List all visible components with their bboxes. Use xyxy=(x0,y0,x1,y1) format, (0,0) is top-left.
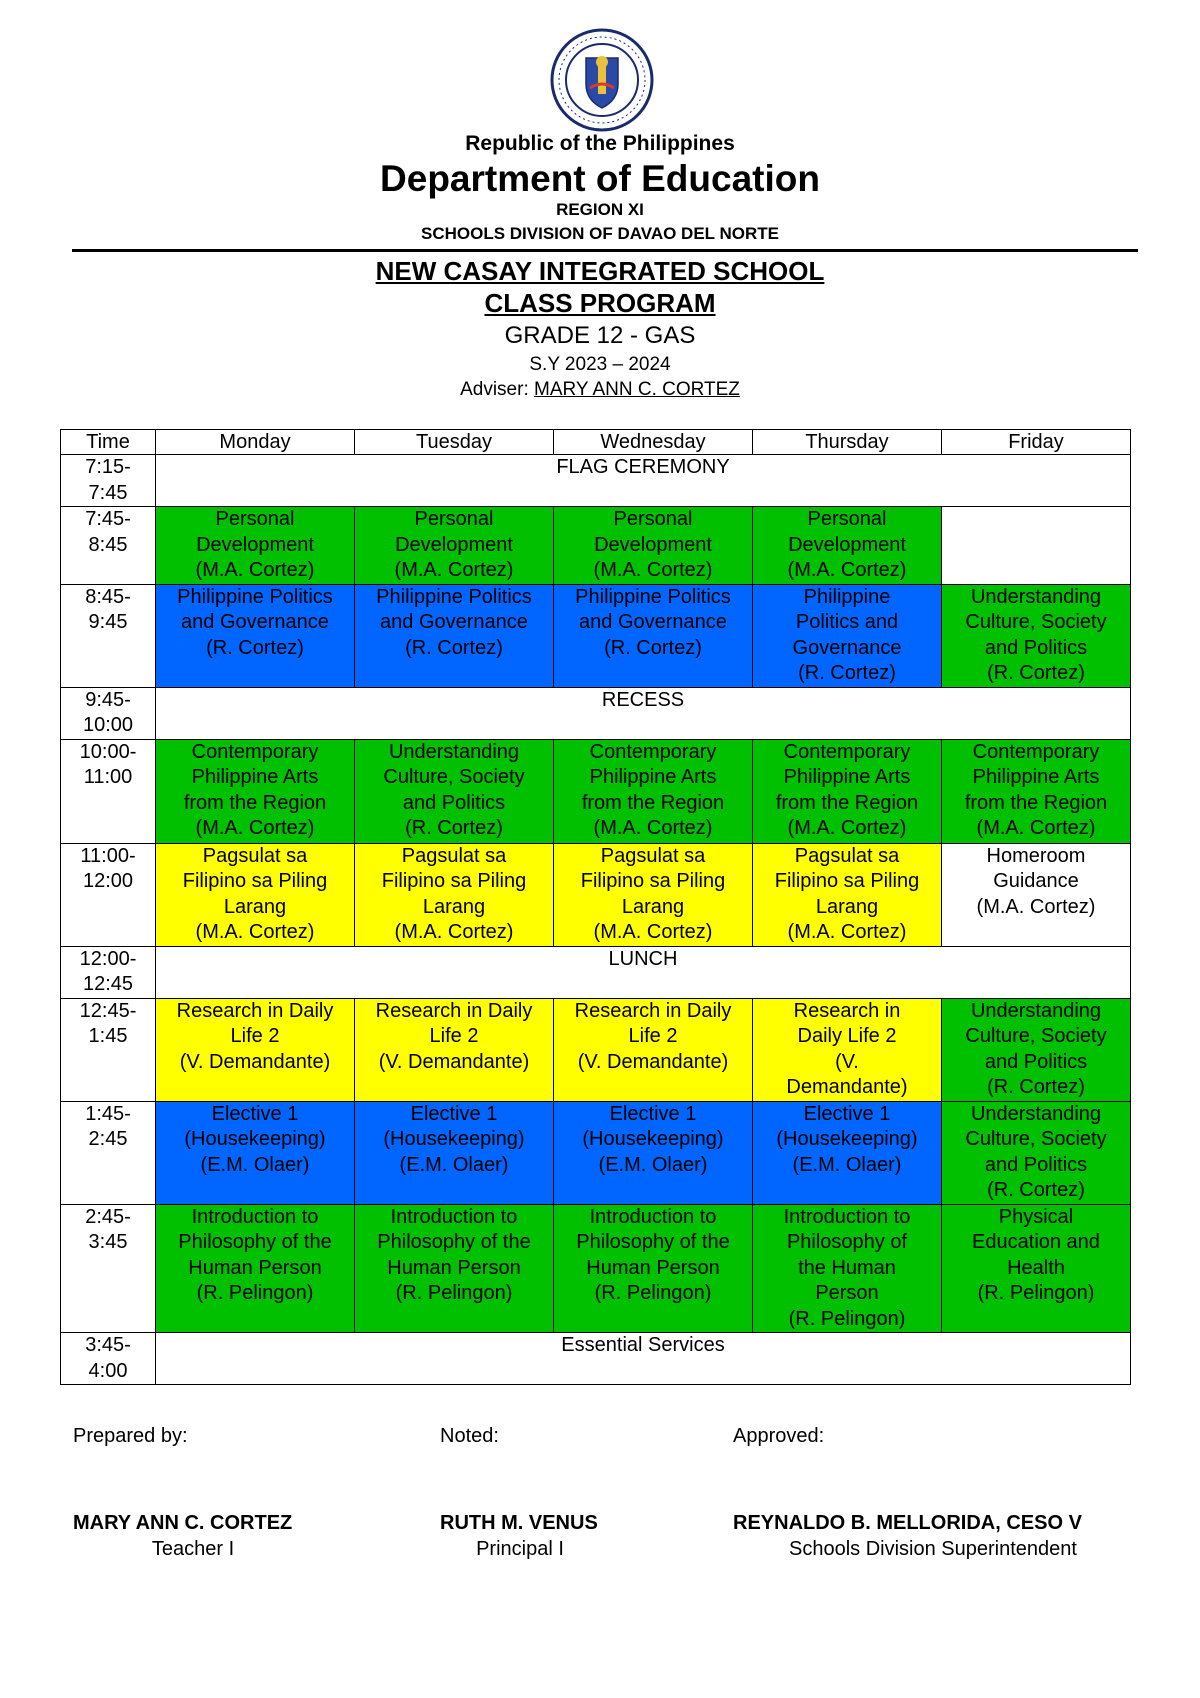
subject-line: Contemporary xyxy=(589,740,717,763)
prepared-name: MARY ANN C. CORTEZ xyxy=(73,1512,293,1534)
subject-line: and Governance xyxy=(579,611,727,633)
subject-line: (E.M. Olaer) xyxy=(399,1153,509,1176)
subject-line: Personal xyxy=(807,508,887,530)
subject-line: Research in xyxy=(793,999,901,1022)
time-line: 9:45- xyxy=(85,688,131,711)
subject-line: (R. Pelingon) xyxy=(196,1282,314,1304)
time-line: 7:45- xyxy=(85,508,131,530)
grade-section: GRADE 12 - GAS xyxy=(504,322,696,349)
subject-line: Larang xyxy=(223,895,287,918)
subject-cell-monday xyxy=(156,584,355,687)
subject-line: and Politics xyxy=(984,636,1088,659)
subject-cell-friday xyxy=(942,1101,1131,1204)
subject-line: Human Person xyxy=(188,1256,322,1279)
time-cell xyxy=(61,843,156,946)
subject-line: Philosophy of the xyxy=(576,1231,730,1253)
time-cell xyxy=(61,507,156,585)
subject-line: Research in Daily xyxy=(375,999,533,1022)
subject-line: Human Person xyxy=(586,1256,720,1279)
subject-cell-tuesday xyxy=(355,843,554,946)
prepared-label: Prepared by: xyxy=(73,1425,188,1447)
subject-line: Daily Life 2 xyxy=(797,1025,897,1047)
col-header-time: Time xyxy=(61,430,156,455)
subject-line: (R. Pelingon) xyxy=(977,1282,1095,1304)
activity-span-cell: Essential Services xyxy=(156,1333,1131,1385)
subject-line: (V. xyxy=(835,1050,859,1073)
prepared-role: Teacher I xyxy=(151,1538,235,1560)
subject-line: Development xyxy=(196,533,314,556)
subject-line: Introduction to xyxy=(589,1205,717,1228)
republic-line: Republic of the Philippines xyxy=(465,132,735,155)
time-cell xyxy=(61,1204,156,1333)
noted-label: Noted: xyxy=(440,1425,499,1447)
time-cell xyxy=(61,584,156,687)
subject-cell-wednesday xyxy=(554,1101,753,1204)
table-row xyxy=(61,455,1131,507)
time-cell xyxy=(61,739,156,843)
subject-line: Philippine xyxy=(803,585,891,608)
time-line: 8:45 xyxy=(88,533,128,556)
subject-cell-thursday xyxy=(753,507,942,585)
subject-line: Personal xyxy=(613,508,693,530)
subject-cell-friday xyxy=(942,998,1131,1101)
subject-line: (R. Cortez) xyxy=(987,662,1085,684)
subject-cell-wednesday xyxy=(554,739,753,843)
subject-line: (Housekeeping) xyxy=(776,1128,918,1150)
table-row xyxy=(61,507,1131,585)
subject-line: Philippine Politics xyxy=(177,585,333,608)
subject-cell-tuesday xyxy=(355,1204,554,1333)
subject-cell-tuesday xyxy=(355,739,554,843)
subject-line: (R. Cortez) xyxy=(206,636,304,659)
table-row xyxy=(61,1333,1131,1385)
schedule-body xyxy=(61,455,1131,1385)
subject-cell-thursday xyxy=(753,1101,942,1204)
time-cell xyxy=(61,687,156,739)
subject-cell-thursday xyxy=(753,843,942,946)
subject-cell-friday xyxy=(942,843,1131,946)
time-cell xyxy=(61,998,156,1101)
subject-line: (M.A. Cortez) xyxy=(394,921,514,943)
col-header-monday: Monday xyxy=(156,430,355,455)
noted-name: RUTH M. VENUS xyxy=(440,1512,598,1534)
col-header-thursday: Thursday xyxy=(753,430,942,455)
time-line: 3:45- xyxy=(85,1334,131,1356)
subject-cell-friday xyxy=(942,584,1131,687)
subject-line: (V. Demandante) xyxy=(179,1050,331,1073)
subject-line: (M.A. Cortez) xyxy=(593,817,713,839)
subject-line: Contemporary xyxy=(783,740,911,763)
subject-line: Culture, Society xyxy=(965,1025,1107,1047)
division-line: SCHOOLS DIVISION OF DAVAO DEL NORTE xyxy=(421,224,779,243)
time-line: 9:45 xyxy=(88,611,128,633)
subject-line: (M.A. Cortez) xyxy=(976,895,1096,918)
subject-line: Culture, Society xyxy=(965,611,1107,633)
subject-cell-friday xyxy=(942,739,1131,843)
subject-line: Human Person xyxy=(387,1256,521,1279)
subject-line: Politics and xyxy=(795,611,899,633)
subject-cell-friday xyxy=(942,1204,1131,1333)
subject-line: (R. Pelingon) xyxy=(594,1282,712,1304)
subject-line: (R. Pelingon) xyxy=(788,1307,906,1330)
subject-line: Life 2 xyxy=(628,1025,678,1047)
subject-cell-thursday xyxy=(753,998,942,1101)
subject-line: from the Region xyxy=(183,791,327,814)
subject-cell-tuesday xyxy=(355,998,554,1101)
subject-line: and Governance xyxy=(181,611,329,633)
col-header-wednesday: Wednesday xyxy=(554,430,753,455)
program-title: CLASS PROGRAM xyxy=(484,288,716,318)
subject-line: (Housekeeping) xyxy=(383,1128,525,1150)
subject-line: Contemporary xyxy=(972,740,1100,763)
subject-line: (M.A. Cortez) xyxy=(976,817,1096,839)
class-schedule-table xyxy=(60,429,1131,1385)
subject-cell-tuesday xyxy=(355,584,554,687)
subject-cell-monday xyxy=(156,1204,355,1333)
subject-line: Introduction to xyxy=(191,1205,319,1228)
table-row xyxy=(61,843,1131,946)
time-line: 8:45- xyxy=(85,585,131,608)
subject-line: Health xyxy=(1007,1256,1065,1279)
subject-line: and Politics xyxy=(984,1153,1088,1176)
approved-name: REYNALDO B. MELLORIDA, CESO V xyxy=(733,1512,1082,1534)
table-row xyxy=(61,946,1131,998)
subject-cell-monday xyxy=(156,507,355,585)
time-line: 7:45 xyxy=(88,481,128,504)
subject-line: from the Region xyxy=(581,791,725,814)
subject-cell-wednesday xyxy=(554,507,753,585)
subject-line: Understanding xyxy=(970,585,1102,608)
time-cell xyxy=(61,1333,156,1385)
subject-line: Guidance xyxy=(993,870,1079,892)
subject-cell-tuesday xyxy=(355,1101,554,1204)
subject-line: Philippine Arts xyxy=(589,766,717,788)
subject-line: Understanding xyxy=(970,999,1102,1022)
subject-line: (M.A. Cortez) xyxy=(787,817,907,839)
activity-span-cell: FLAG CEREMONY xyxy=(156,455,1131,507)
subject-line: Pagsulat sa xyxy=(401,844,507,867)
subject-line: (M.A. Cortez) xyxy=(195,559,315,581)
subject-line: (R. Cortez) xyxy=(405,636,503,659)
subject-line: Elective 1 xyxy=(211,1102,299,1125)
subject-line: Larang xyxy=(815,895,879,918)
subject-cell-monday xyxy=(156,998,355,1101)
time-line: 11:00- xyxy=(80,844,136,867)
col-header-friday: Friday xyxy=(942,430,1131,455)
subject-line: Governance xyxy=(792,636,902,659)
subject-line: and Politics xyxy=(984,1050,1088,1073)
subject-line: Homeroom xyxy=(986,844,1086,867)
subject-cell-friday xyxy=(942,507,1131,585)
subject-line: Understanding xyxy=(970,1102,1102,1125)
subject-line: Pagsulat sa xyxy=(202,844,308,867)
region-line: REGION XI xyxy=(556,200,644,219)
subject-cell-wednesday xyxy=(554,843,753,946)
subject-line: Philippine Arts xyxy=(191,766,319,788)
header-divider xyxy=(72,249,1138,252)
col-header-tuesday: Tuesday xyxy=(355,430,554,455)
subject-line: Development xyxy=(594,533,712,556)
activity-span-cell: LUNCH xyxy=(156,946,1131,998)
time-line: 12:45 xyxy=(82,973,134,995)
subject-line: Research in Daily xyxy=(574,999,732,1022)
subject-line: (M.A. Cortez) xyxy=(593,921,713,943)
subject-line: (V. Demandante) xyxy=(378,1050,530,1073)
subject-line: Physical xyxy=(998,1205,1074,1228)
subject-cell-monday xyxy=(156,739,355,843)
subject-line: Contemporary xyxy=(191,740,319,763)
table-row xyxy=(61,998,1131,1101)
subject-line: Elective 1 xyxy=(410,1102,498,1125)
subject-line: Life 2 xyxy=(230,1025,280,1047)
time-cell xyxy=(61,1101,156,1204)
subject-line: (M.A. Cortez) xyxy=(593,559,713,581)
subject-line: (R. Cortez) xyxy=(604,636,702,659)
subject-line: Philosophy of the xyxy=(377,1231,531,1253)
subject-line: (M.A. Cortez) xyxy=(394,559,514,581)
department-title: Department of Education xyxy=(380,158,820,199)
time-line: 10:00- xyxy=(79,740,137,763)
subject-line: (R. Cortez) xyxy=(405,817,503,839)
subject-line: Research in Daily xyxy=(176,999,334,1022)
table-row xyxy=(61,1204,1131,1333)
subject-line: Development xyxy=(788,533,906,556)
subject-line: Introduction to xyxy=(783,1205,911,1228)
subject-cell-thursday xyxy=(753,584,942,687)
subject-line: Demandante) xyxy=(786,1076,908,1098)
subject-line: and Governance xyxy=(380,611,528,633)
subject-line: (R. Cortez) xyxy=(987,1076,1085,1098)
subject-line: Elective 1 xyxy=(803,1102,891,1125)
subject-line: Philippine Politics xyxy=(575,585,731,608)
subject-line: Personal xyxy=(215,508,295,530)
subject-line: Person xyxy=(815,1282,879,1304)
subject-line: (Housekeeping) xyxy=(184,1128,326,1150)
subject-line: from the Region xyxy=(775,791,919,814)
time-cell xyxy=(61,455,156,507)
time-cell xyxy=(61,946,156,998)
subject-line: Culture, Society xyxy=(965,1128,1107,1150)
subject-cell-wednesday xyxy=(554,1204,753,1333)
subject-line: Filipino sa Piling xyxy=(381,870,527,892)
subject-cell-thursday xyxy=(753,1204,942,1333)
subject-line: (M.A. Cortez) xyxy=(195,921,315,943)
subject-line: Philippine Arts xyxy=(783,766,911,788)
subject-line: Life 2 xyxy=(429,1025,479,1047)
activity-span-cell: RECESS xyxy=(156,687,1131,739)
time-line: 11:00 xyxy=(83,766,133,788)
subject-line: Pagsulat sa xyxy=(600,844,706,867)
noted-role: Principal I xyxy=(476,1538,564,1560)
subject-line: (M.A. Cortez) xyxy=(787,921,907,943)
subject-line: Pagsulat sa xyxy=(794,844,900,867)
subject-line: Philippine Politics xyxy=(376,585,532,608)
approved-label: Approved: xyxy=(733,1425,825,1447)
table-row xyxy=(61,1101,1131,1204)
time-line: 1:45- xyxy=(85,1102,131,1125)
subject-line: Philosophy of xyxy=(786,1231,908,1253)
subject-line: (M.A. Cortez) xyxy=(195,817,315,839)
subject-line: Elective 1 xyxy=(609,1102,697,1125)
time-line: 3:45 xyxy=(88,1231,128,1253)
time-line: 10:00 xyxy=(82,714,134,736)
subject-line: (E.M. Olaer) xyxy=(598,1153,708,1176)
time-line: 4:00 xyxy=(88,1359,128,1382)
subject-cell-tuesday xyxy=(355,507,554,585)
time-line: 2:45 xyxy=(88,1128,128,1150)
subject-line: Personal xyxy=(414,508,494,530)
adviser-label: Adviser: xyxy=(460,379,535,400)
subject-line: Filipino sa Piling xyxy=(182,870,328,892)
subject-line: Larang xyxy=(621,895,685,918)
subject-line: Education and xyxy=(972,1231,1100,1253)
time-line: 12:45- xyxy=(79,999,137,1022)
subject-line: (V. Demandante) xyxy=(577,1050,729,1073)
deped-seal xyxy=(550,28,654,132)
subject-line: Filipino sa Piling xyxy=(774,870,920,892)
time-line: 2:45- xyxy=(85,1205,131,1228)
subject-line: Understanding xyxy=(388,740,520,763)
subject-line: (R. Pelingon) xyxy=(395,1282,513,1304)
time-line: 12:00 xyxy=(82,870,134,892)
subject-line: Culture, Society xyxy=(383,766,525,788)
subject-line: Development xyxy=(395,533,513,556)
time-line: 1:45 xyxy=(88,1025,128,1047)
adviser-line xyxy=(0,379,1200,401)
table-row xyxy=(61,687,1131,739)
time-line: 12:00- xyxy=(79,947,137,970)
school-year: S.Y 2023 – 2024 xyxy=(529,354,671,375)
subject-line: Filipino sa Piling xyxy=(580,870,726,892)
subject-cell-wednesday xyxy=(554,584,753,687)
subject-line: and Politics xyxy=(402,791,506,814)
table-row xyxy=(61,739,1131,843)
subject-line: Philosophy of the xyxy=(178,1231,332,1253)
subject-cell-thursday xyxy=(753,739,942,843)
adviser-name: MARY ANN C. CORTEZ xyxy=(534,379,740,400)
subject-line: Introduction to xyxy=(390,1205,518,1228)
approved-role: Schools Division Superintendent xyxy=(789,1538,1077,1560)
subject-line: Philippine Arts xyxy=(972,766,1100,788)
subject-cell-wednesday xyxy=(554,998,753,1101)
subject-line: from the Region xyxy=(964,791,1108,814)
school-name: NEW CASAY INTEGRATED SCHOOL xyxy=(375,256,825,286)
subject-cell-monday xyxy=(156,843,355,946)
subject-line: (R. Cortez) xyxy=(987,1179,1085,1201)
header-row xyxy=(61,430,1131,455)
subject-line: Larang xyxy=(422,895,486,918)
subject-line: (Housekeeping) xyxy=(582,1128,724,1150)
table-row xyxy=(61,584,1131,687)
subject-line: (E.M. Olaer) xyxy=(792,1153,902,1176)
time-line: 7:15- xyxy=(85,456,131,478)
subject-line: the Human xyxy=(798,1256,896,1279)
subject-line: (R. Cortez) xyxy=(798,662,896,684)
subject-line: (E.M. Olaer) xyxy=(200,1153,310,1176)
subject-cell-monday xyxy=(156,1101,355,1204)
subject-line: (M.A. Cortez) xyxy=(787,559,907,581)
